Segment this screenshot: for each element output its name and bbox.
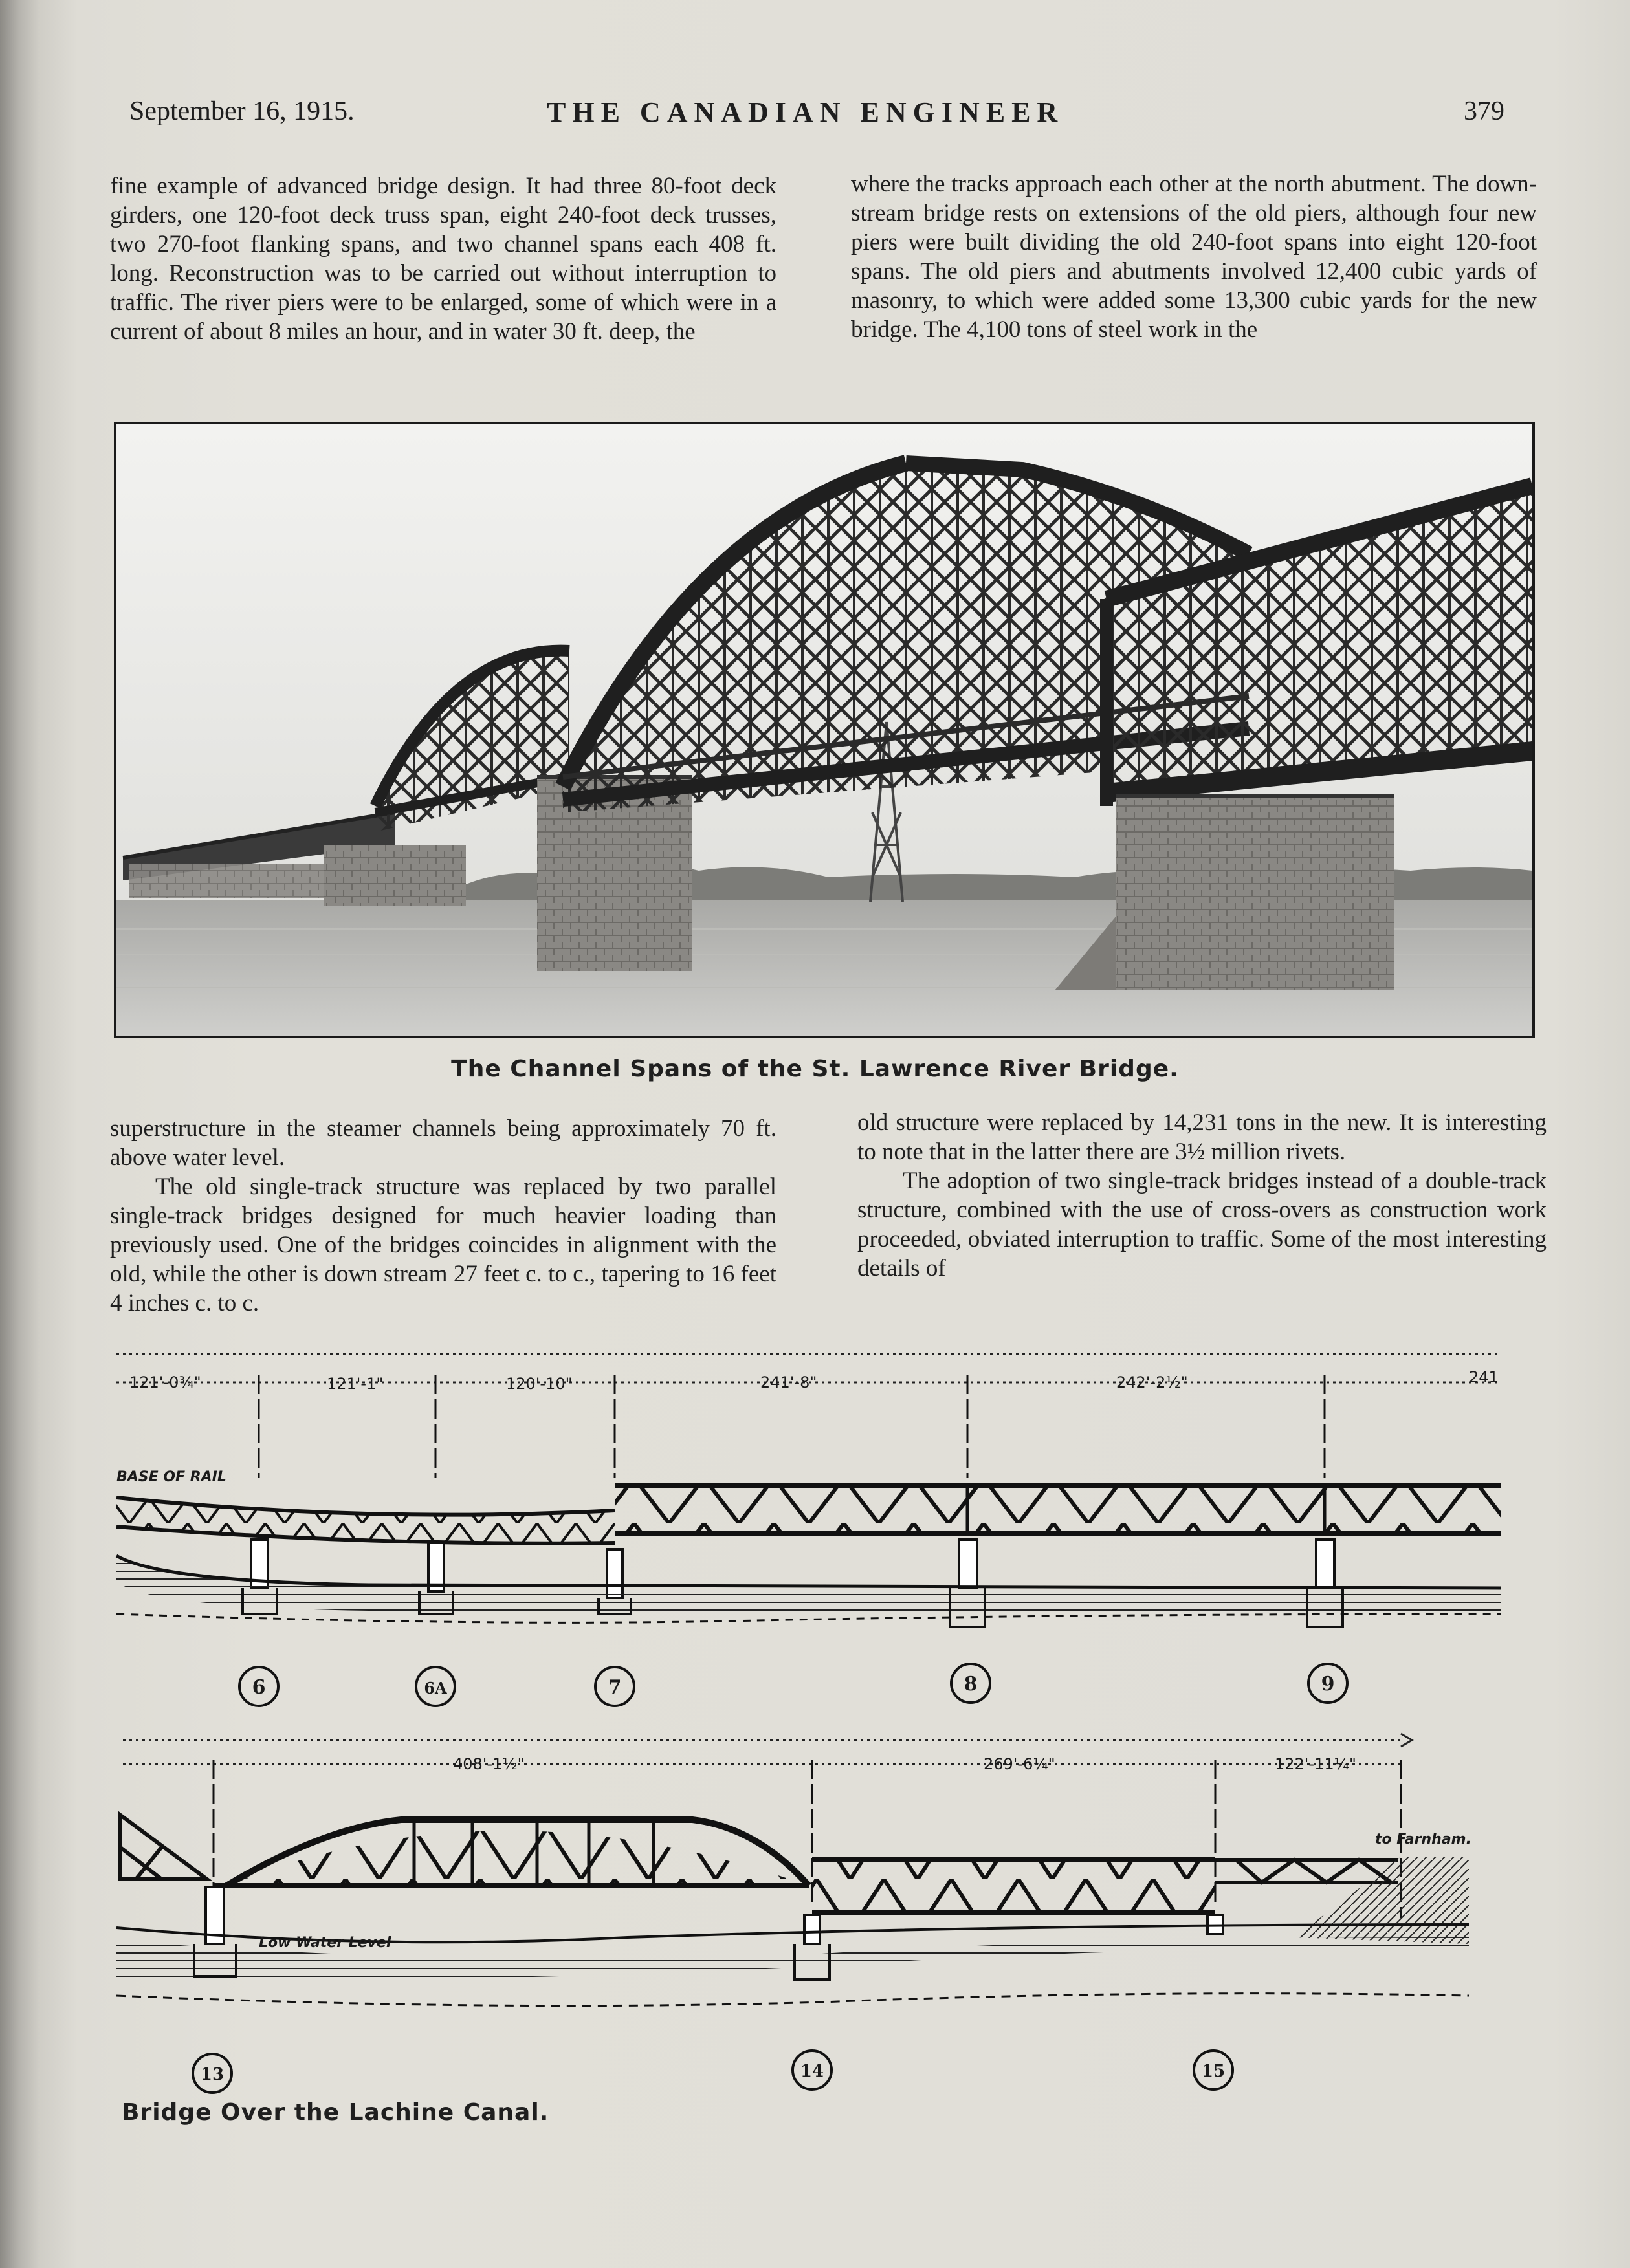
elevation-drawing-channel: [110, 1724, 1514, 2099]
pier-number: 9: [1321, 1673, 1335, 1696]
text-column-top-left: [110, 171, 776, 346]
bridge-photo: [114, 422, 1535, 1038]
header-page-number: 379: [1464, 96, 1504, 126]
header-title: THE CANADIAN ENGINEER: [547, 96, 1064, 128]
dimension-label: 120'-10": [506, 1375, 573, 1393]
dimension-label: 408'-1½": [453, 1755, 525, 1773]
pier-number: 15: [1201, 2062, 1226, 2081]
pier-number: 8: [964, 1673, 978, 1696]
pier-number: 13: [200, 2065, 225, 2084]
paragraph: The adoption of two single-track bridges instead of a double-track structure, combined with the use of cross-overs as construction work proceeded, obviated interruption to traffic. Some of the most interesting details of: [857, 1168, 1547, 1281]
pier-number: 7: [608, 1676, 622, 1699]
dimension-label: 241'-8": [760, 1373, 817, 1391]
text-column-top-right: [851, 169, 1537, 344]
paragraph: superstructure in the steamer channels being approximately 70 ft. above water level.: [110, 1115, 776, 1171]
low-water-level-label: Low Water Level: [259, 1935, 391, 1951]
dimension-label: 242'-2½": [1116, 1373, 1188, 1391]
pier-number: 6A: [424, 1679, 447, 1697]
dimension-label: 122'-11¼": [1275, 1755, 1356, 1773]
text-column-bottom-left: [110, 1114, 776, 1318]
paragraph: where the tracks approach each other at the north abutment. The down-stream bridge rests on extensions of the old piers, although four new piers were built dividing the old 240-foot spans into eight 120-foot spans. The old piers and abutments involved 12,400 cubic yards of masonry, to which were added some 13,300 cubic yards for the new bridge. The 4,100 tons of steel work in the: [851, 171, 1537, 343]
dimension-label: 269'-6¼": [984, 1755, 1055, 1773]
dimension-label: 241: [1469, 1368, 1499, 1386]
base-of-rail-label: BASE OF RAIL: [116, 1469, 226, 1485]
elevation-drawing-approach: [110, 1342, 1514, 1717]
pier-number: 6: [252, 1676, 266, 1699]
dimension-label: 121'-1": [327, 1375, 384, 1393]
header-date: September 16, 1915.: [129, 96, 355, 126]
paragraph: old structure were replaced by 14,231 tons in the new. It is interesting to note that in the latter there are 3½ million rivets.: [857, 1109, 1547, 1165]
photo-caption: The Channel Spans of the St. Lawrence River Bridge.: [451, 1056, 1179, 1082]
pier-number: 14: [800, 2062, 824, 2081]
paragraph: fine example of advanced bridge design. It had three 80-foot deck girders, one 120-foot deck truss span, eight 240-foot deck trusses, two 270-foot flanking spans, and two channel spans each 408 ft. long. Reconstruction was to be carried out without interruption to traffic. The river piers were to be enlarged, some of which were in a current of about 8 miles an hour, and in water 30 ft. deep, the: [110, 173, 776, 345]
paragraph: The old single-track structure was replaced by two parallel single-track bridges designed for much heavier loading than previously used. One of the bridges coincides in alignment with the old, while the other is down stream 27 feet c. to c., tapering to 16 feet 4 inches c. to c.: [110, 1173, 776, 1316]
text-column-bottom-right: [857, 1108, 1547, 1283]
drawing-caption: Bridge Over the Lachine Canal.: [122, 2099, 549, 2126]
dimension-label: 121'-0¾": [129, 1373, 201, 1391]
to-farnham-label: to Farnham.: [1375, 1831, 1471, 1848]
